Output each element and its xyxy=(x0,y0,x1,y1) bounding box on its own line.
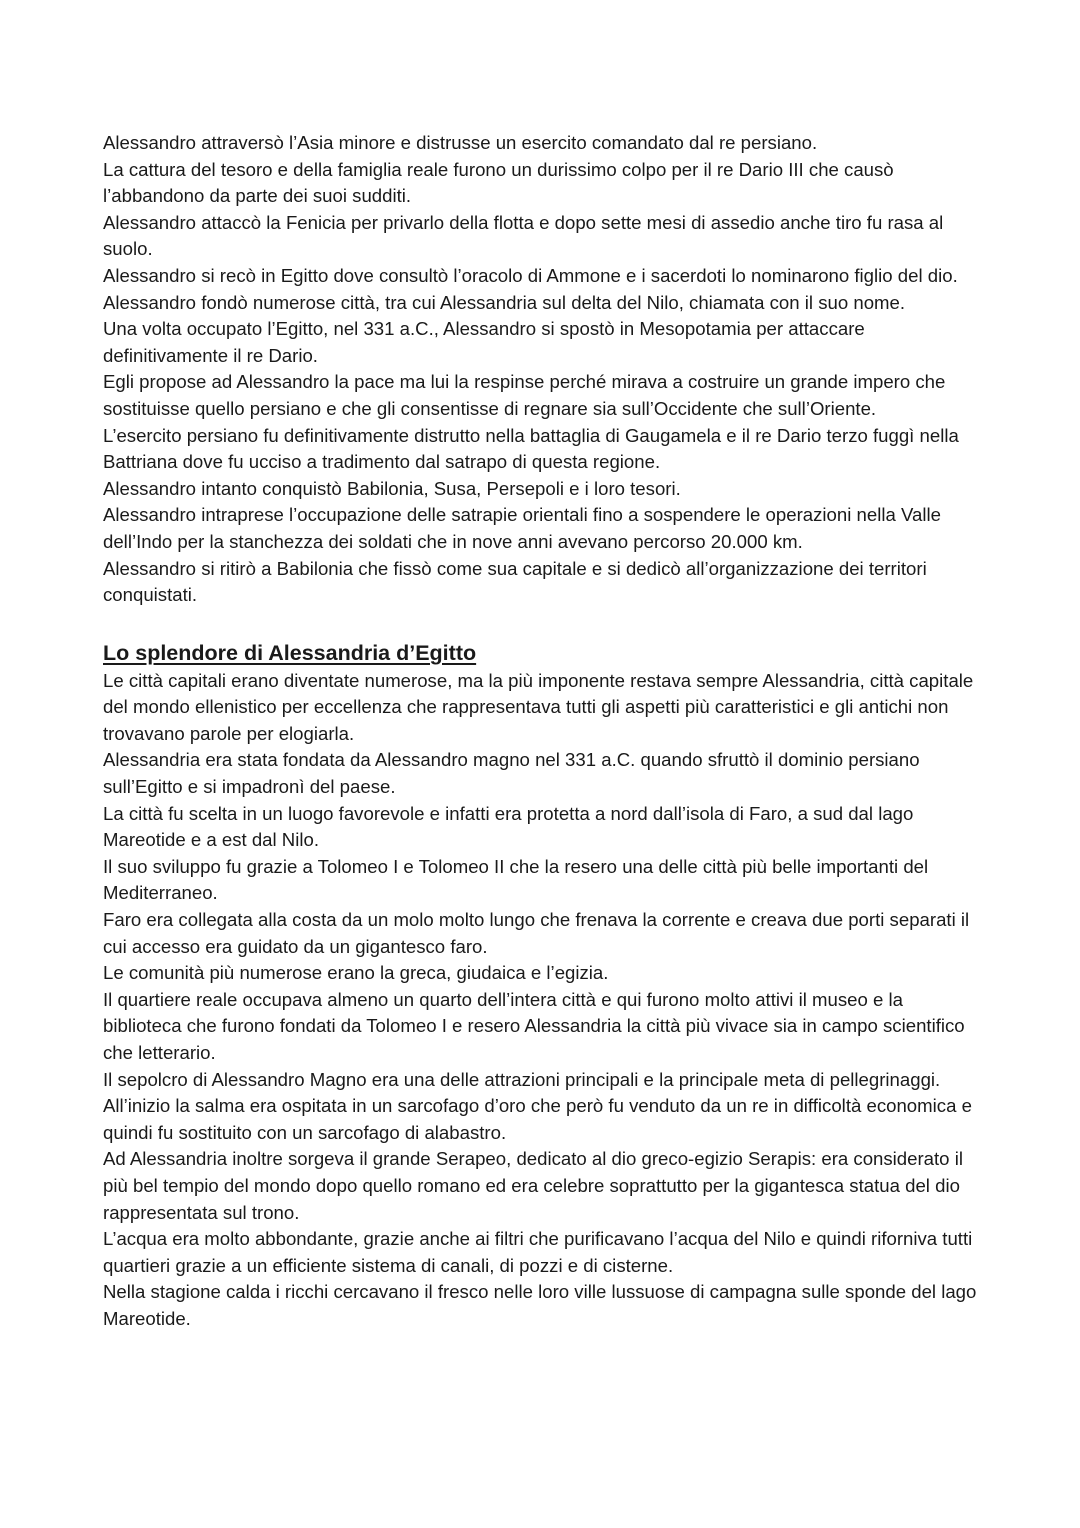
paragraph: Alessandro attaccò la Fenicia per privarlo della flotta e dopo sette mesi di assedio anche tiro fu rasa al suolo. xyxy=(103,211,944,260)
paragraph: L’acqua era molto abbondante, grazie anche ai filtri che purificavano l’acqua del Nilo e quindi riforniva tutti quartieri grazie a un efficiente sistema di canali, di pozzi e di cisterne. xyxy=(103,1228,973,1276)
paragraph: Alessandro si ritirò a Babilonia che fissò come sua capitale e si dedicò all’organizzazione dei territori conquistati. xyxy=(103,557,927,606)
paragraph: Nella stagione calda i ricchi cercavano il fresco nelle loro ville lussuose di campagna sulle sponde del lago Mareotide. xyxy=(103,1281,977,1329)
paragraph: Una volta occupato l’Egitto, nel 331 a.C., Alessandro si spostò in Mesopotamia per attaccare definitivamente il re Dario. xyxy=(103,318,865,366)
paragraph: Il quartiere reale occupava almeno un quarto dell’intera città e qui furono molto attivi il museo e la biblioteca che furono fondati da Tolomeo I e resero Alessandria la città più vivace sia in campo scientifico che letterario. xyxy=(103,988,965,1063)
paragraph: Alessandro fondò numerose città, tra cui Alessandria sul delta del Nilo, chiamata con il suo nome. xyxy=(103,291,906,313)
paragraph: L’esercito persiano fu definitivamente distrutto nella battaglia di Gaugamela e il re Dario terzo fuggì nella Battriana dove fu ucciso a tradimento dal satrapo di questa regione. xyxy=(103,424,959,473)
paragraph: Egli propose ad Alessandro la pace ma lui la respinse perché mirava a costruire un grande impero che sostituisse quello persiano e che gli consentisse di regnare sia sull’Occidente che sull’Oriente. xyxy=(103,371,946,419)
paragraph: Alessandro intanto conquistò Babilonia, Susa, Persepoli e i loro tesori. xyxy=(103,477,681,499)
paragraph: Alessandria era stata fondata da Alessandro magno nel 331 a.C. quando sfruttò il dominio persiano sull’Egitto e si impadronì del paese. xyxy=(103,749,920,798)
document-page xyxy=(103,130,983,1333)
paragraph: La città fu scelta in un luogo favorevole e infatti era protetta a nord dall’isola di Faro, a sud dal lago Mareotide e a est dal Nilo. xyxy=(103,802,914,851)
paragraph: Alessandro attraversò l’Asia minore e distrusse un esercito comandato dal re persiano. xyxy=(103,132,818,153)
section-heading: Lo splendore di Alessandria d’Egitto xyxy=(103,640,477,665)
paragraph: Faro era collegata alla costa da un molo molto lungo che frenava la corrente e creava due porti separati il cui accesso era guidato da un gigantesco faro. xyxy=(103,909,970,957)
paragraph: Alessandro intraprese l’occupazione delle satrapie orientali fino a sospendere le operazioni nella Valle dell’Indo per la stanchezza dei soldati che in nove anni avevano percorso 20.000 km. xyxy=(103,504,941,552)
paragraph: Ad Alessandria inoltre sorgeva il grande Serapeo, dedicato al dio greco-egizio Serapis: era considerato il più bel tempio del mondo dopo quello romano ed era celebre soprattutto per la gigantesca statua del dio rappresentata sul trono. xyxy=(103,1148,963,1223)
section-alessandro-conquests xyxy=(103,130,983,609)
section-alessandria-splendor xyxy=(103,668,983,1333)
paragraph: La cattura del tesoro e della famiglia reale furono un durissimo colpo per il re Dario III che causò l’abbandono da parte dei suoi sudditi. xyxy=(103,158,894,207)
paragraph: Il sepolcro di Alessandro Magno era una delle attrazioni principali e la principale meta di pellegrinaggi. xyxy=(103,1068,941,1090)
paragraph: Il suo sviluppo fu grazie a Tolomeo I e Tolomeo II che la resero una delle città più belle importanti del Mediterraneo. xyxy=(103,855,929,904)
paragraph: Le città capitali erano diventate numerose, ma la più imponente restava sempre Alessandria, città capitale del mondo ellenistico per eccellenza che rappresentava tutti gli aspetti più caratteristici e gli antichi non trovavano parole per elogiarla. xyxy=(103,669,974,744)
paragraph: Alessandro si recò in Egitto dove consultò l’oracolo di Ammone e i sacerdoti lo nominarono figlio del dio. xyxy=(103,264,958,286)
paragraph: All’inizio la salma era ospitata in un sarcofago d’oro che però fu venduto da un re in difficoltà economica e quindi fu sostituito con un sarcofago di alabastro. xyxy=(103,1095,972,1143)
paragraph: Le comunità più numerose erano la greca, giudaica e l’egizia. xyxy=(103,962,609,984)
